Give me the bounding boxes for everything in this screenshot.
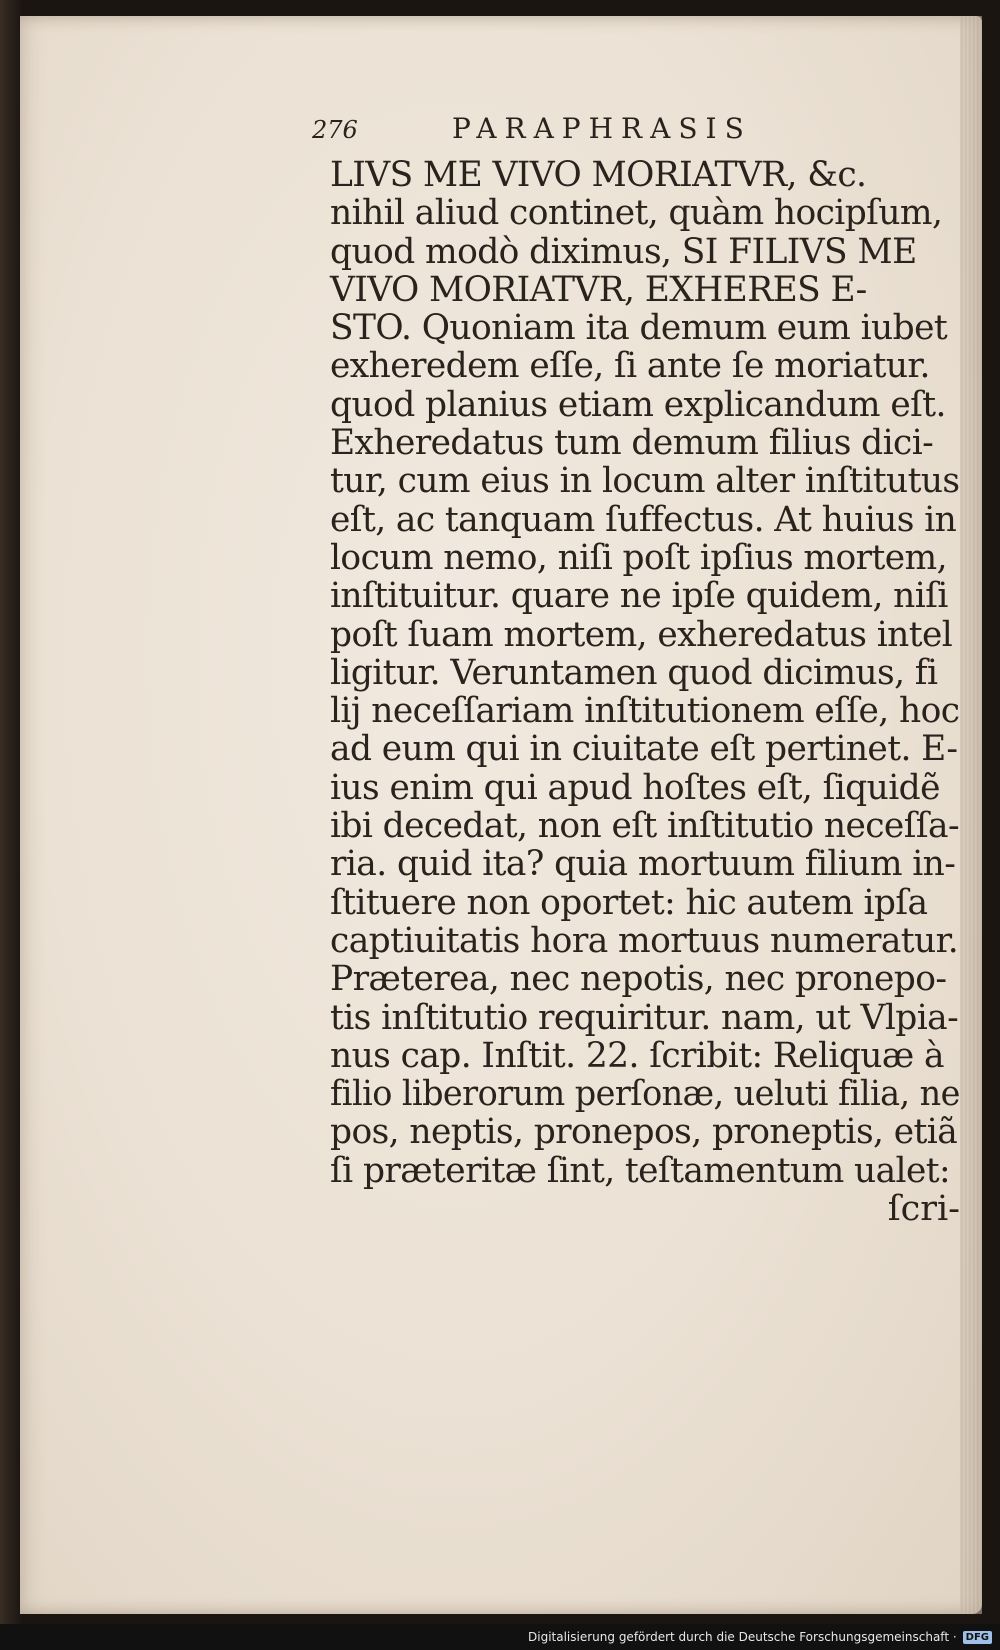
text-line: filio liberorum perſonæ, ueluti filia, ne (330, 1074, 960, 1115)
text-block (312, 112, 970, 1230)
body-text (330, 156, 970, 1190)
text-line: exheredem eſſe, ſi ante ſe moriatur. (330, 346, 930, 387)
text-line: nus cap. Inſtit. 22. ſcribit: Reliquæ à (330, 1035, 944, 1076)
text-line: lij neceſſariam inſtitutionem eſſe, hoc (330, 691, 960, 732)
text-line: LIVS ME VIVO MORIATVR, &c. (330, 155, 867, 195)
text-line: ius enim qui apud hoſtes eſt, ſiquidẽ (330, 767, 940, 808)
text-line: ſtituere non oportet: hic autem ipſa (330, 882, 928, 923)
text-line: STO. Quoniam ita demum eum iubet (330, 308, 948, 349)
text-line: eſt, ac tanquam ſuffectus. At huius in (330, 499, 957, 540)
running-head: PARAPHRASIS (452, 112, 752, 145)
text-line: quod modò diximus, SI FILIVS ME (330, 231, 917, 272)
text-line: ſi præteritæ ſint, teſtamentum ualet: (330, 1150, 951, 1191)
text-line: inſtituitur. quare ne ipſe quidem, niſi (330, 576, 948, 617)
text-line: tur, cum eius in locum alter inſtitutus (330, 461, 960, 502)
dfg-logo: DFG (963, 1631, 992, 1644)
text-line: VIVO MORIATVR, EXHERES E- (330, 269, 867, 310)
text-line: tis inſtitutio requiritur. nam, ut Vlpia- (330, 997, 959, 1038)
text-line: captiuitatis hora mortuus numeratur. (330, 920, 959, 961)
text-line: pos, neptis, pronepos, proneptis, etiã (330, 1112, 958, 1153)
catchword: ſcri- (887, 1189, 960, 1230)
text-line: Præterea, nec nepotis, nec pronepo- (330, 959, 947, 1000)
text-line: quod planius etiam explicandum eſt. (330, 384, 946, 425)
digitization-footer (0, 1624, 1000, 1650)
page-number: 276 (312, 116, 358, 144)
text-line: ibi decedat, non eſt inſtitutio neceſſa- (330, 806, 960, 847)
text-line: locum nemo, niſi poſt ipſius mortem, (330, 537, 947, 578)
text-line: ria. quid ita? quia mortuum filium in- (330, 844, 956, 885)
text-line: ad eum qui in ciuitate eſt pertinet. E- (330, 729, 958, 770)
text-line: nihil aliud continet, quàm hocipſum, (330, 193, 943, 234)
footer-credit: Digitalisierung gefördert durch die Deutsche Forschungsgemeinschaft · (528, 1630, 957, 1644)
page-header (312, 112, 970, 156)
text-line: ligitur. Veruntamen quod dicimus, fi (330, 652, 938, 693)
text-line: Exheredatus tum demum filius dici- (330, 423, 934, 464)
text-line: poſt ſuam mortem, exheredatus intel (330, 614, 953, 655)
